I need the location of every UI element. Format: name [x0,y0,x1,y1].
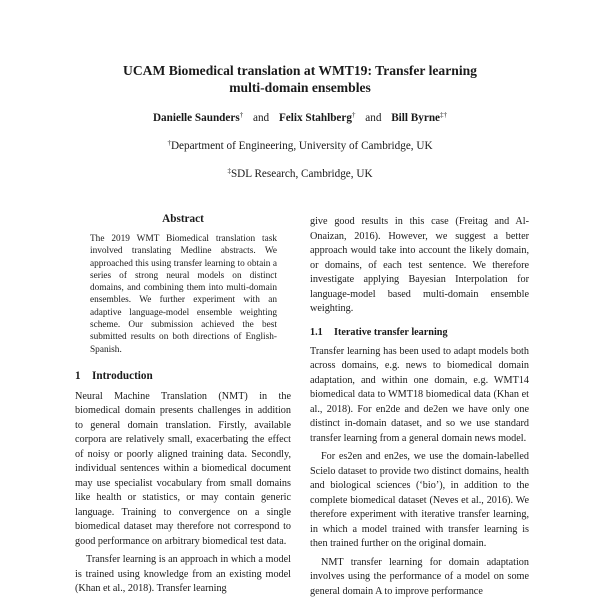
affiliation-mark: ‡ [227,167,231,175]
paragraph: Transfer learning is an approach in which a model is trained using knowledge from an existing model (Khan et al., 2018). Transfer learning [75,554,291,595]
subsection-title: Iterative transfer learning [334,326,448,338]
paragraph: Neural Machine Translation (NMT) in the biomedical domain presents challenges in addition to general domain translation. Firstly, available corpora are relatively small, exacerbating the effect of noisy or poorly aligned training data. Secondly, individual sentences within a biomedical document may use specialist vocabulary from small domains like health or statistics, or may contain generic language. Training to convergence on a single biomedical dataset may therefore not correspond to good performance on arbitrary biomedical test data. [75,390,291,547]
author-name: Bill Byrne [391,112,441,124]
affiliation [60,139,540,152]
author-separator: and [252,112,270,124]
subsection-heading-iterative-transfer [310,327,529,338]
paper-title-line-1: UCAM Biomedical translation at WMT19: Transfer learning [123,63,477,78]
paragraph: Transfer learning has been used to adapt models both across domains, e.g. news to biomedical domain adaptation, and within one domain, e.g. WMT14 biomedical data to WMT18 biomedical data (Khan et al., 2018). For en2de and de2en we have only one distinct in-domain dataset, and so we use standard transfer learning from a general domain news model. [310,345,529,444]
affiliation-mark: † [167,139,171,147]
paragraph: NMT transfer learning for domain adaptation involves using the performance of a model on some general domain A to improve performance [310,556,529,597]
affiliation [60,167,540,180]
author-separator: and [365,112,382,124]
section-heading-introduction [75,370,291,382]
right-column [310,215,529,599]
abstract-heading: Abstract [162,213,204,225]
section-number: 1 [75,369,81,382]
section-title: Introduction [92,369,153,382]
author-name: Felix Stahlberg [278,112,352,124]
paper-title-line-2: multi-domain ensembles [229,80,371,95]
author-affiliation-mark: ‡† [440,111,448,119]
paragraph: give good results in this case (Freitag and Al-Onaizan, 2016). However, we suggest a better approach would take into account the likely domain, or domains, of each test sentence. We therefore investigate applying Bayesian Interpolation for language-model based multi-domain ensemble weighting. [310,216,529,314]
affiliation-text: SDL Research, Cambridge, UK [230,168,373,180]
author-name: Danielle Saunders [152,112,240,124]
abstract-text: The 2019 WMT Biomedical translation task involved translating Medline abstracts. We approached this using transfer learning to obtain a series of strong neural models on distinct domains, and combining them into multi-domain ensembles. We further experiment with an adaptive language-model ensemble weighting scheme. Our submission achieved the best submitted results on both directions of English-Spanish. [90,234,277,355]
paper-title [60,62,540,96]
author-affiliation-mark: † [351,111,356,119]
subsection-number: 1.1 [310,326,323,338]
author-list [60,111,540,124]
affiliation-text: Department of Engineering, University of Cambridge, UK [170,140,433,152]
paragraph: For es2en and en2es, we use the domain-labelled Scielo dataset to provide two distinct domains, health and biological sciences (‘bio’), in addition to the complete biomedical dataset (Neves et al., 2016). We therefore experiment with iterative transfer learning, in which a model trained with transfer learning is then trained further on the original domain. [310,451,529,549]
author-affiliation-mark: † [239,111,244,119]
left-column [75,213,291,597]
